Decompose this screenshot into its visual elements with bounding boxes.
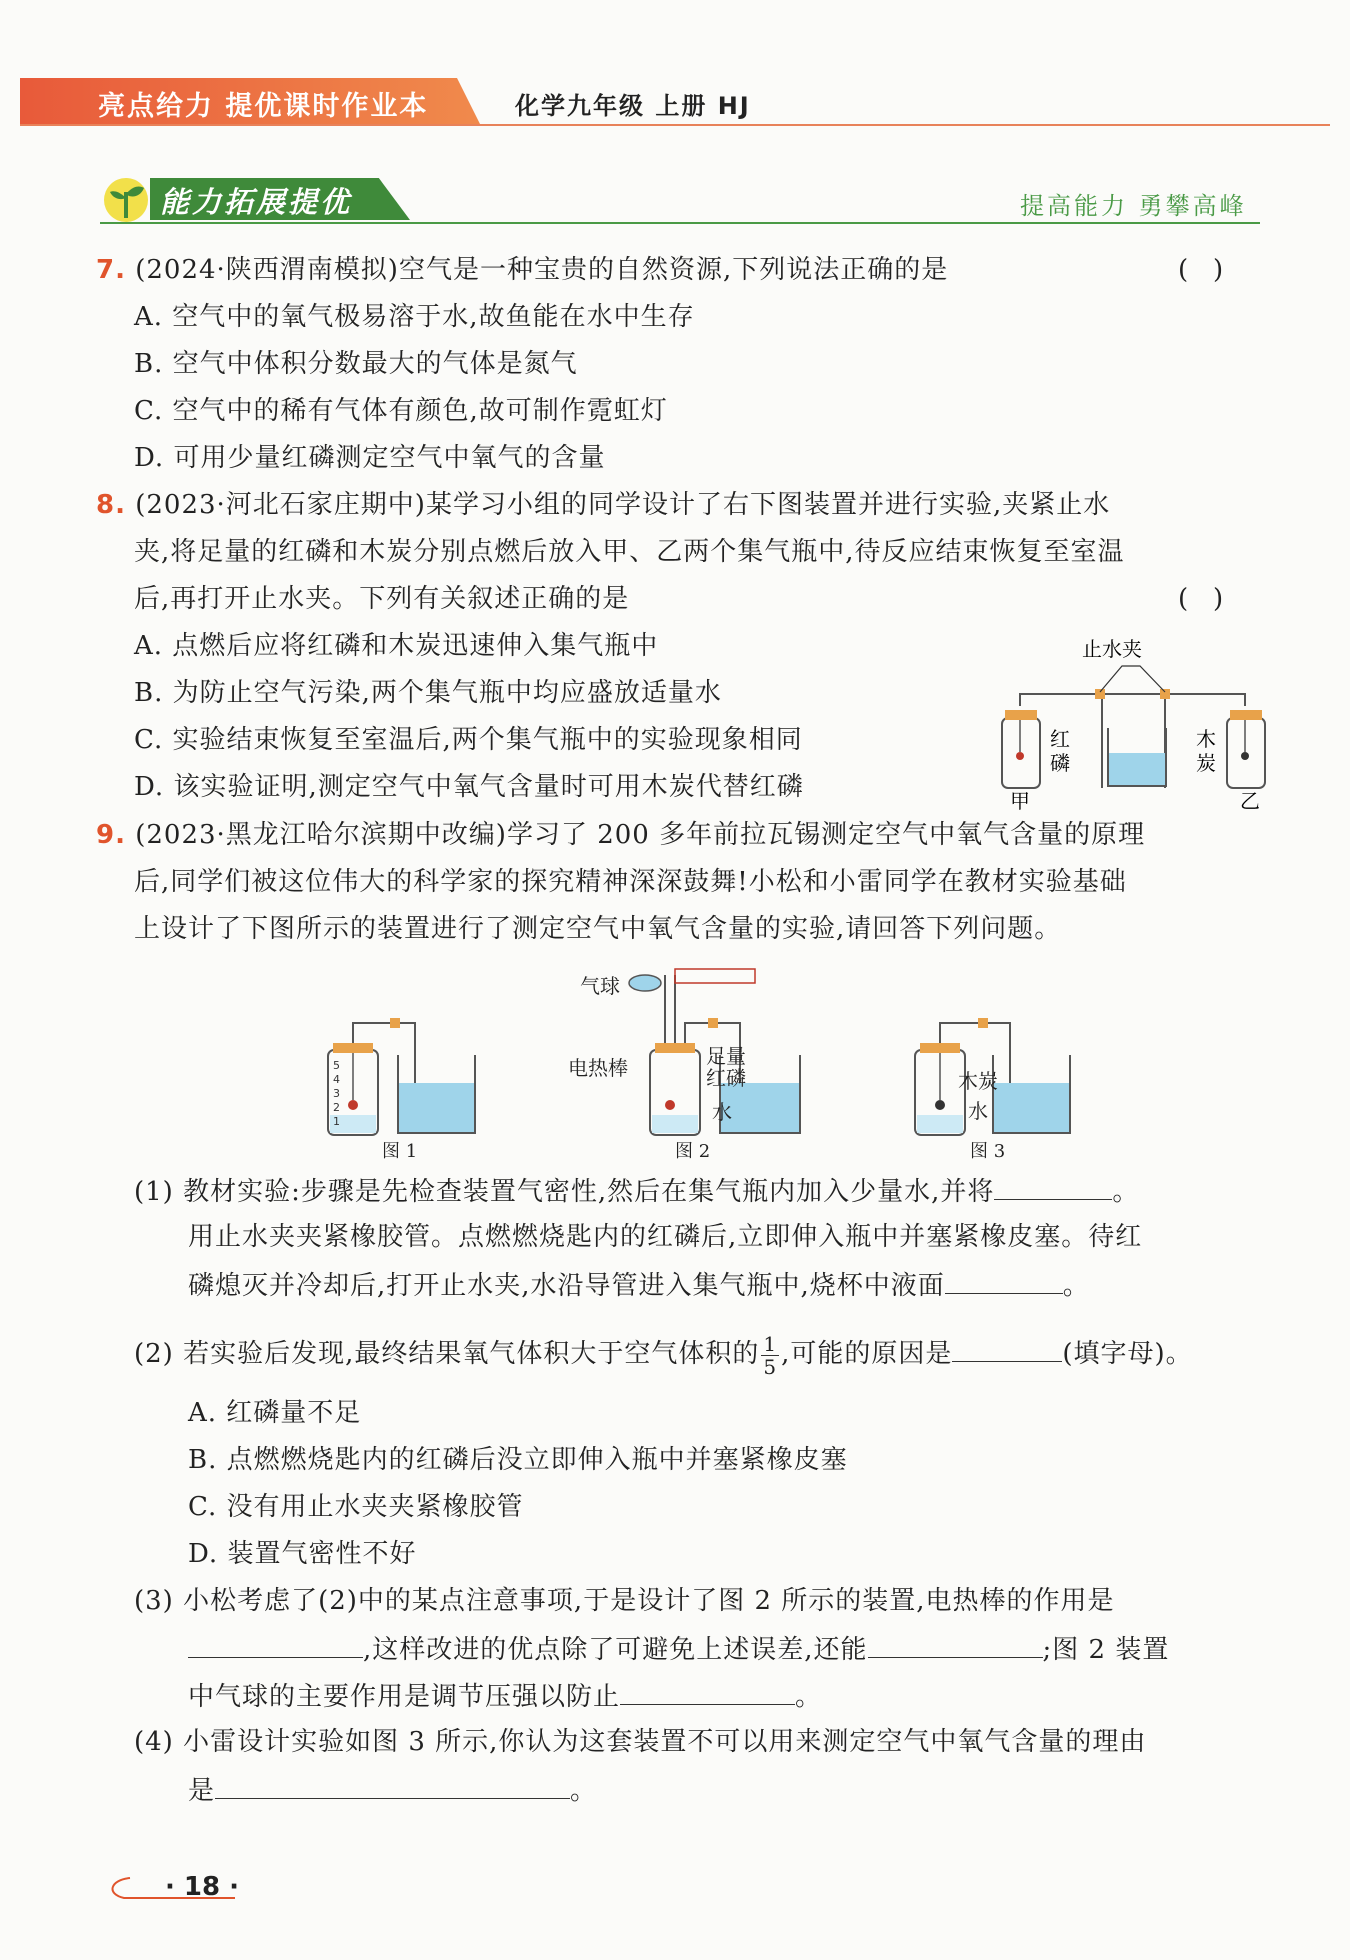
- q9-p2-pre: (2) 若实验后发现,最终结果氧气体积大于空气体积的: [134, 1339, 760, 1369]
- q9-p3-line-2: [188, 1633, 1169, 1665]
- q8-answer-paren[interactable]: ( ): [1178, 584, 1224, 614]
- section-title: 能力拓展提优: [160, 185, 353, 219]
- q8-option-a: A. 点燃后应将红磷和木炭迅速伸入集气瓶中: [134, 631, 659, 661]
- scale-1: 1: [333, 1115, 340, 1128]
- fraction-numerator: 1: [763, 1331, 778, 1356]
- q7-stem-line: [96, 255, 948, 285]
- charcoal-char1: 木: [1196, 727, 1216, 751]
- bottle-yi-label: 乙: [1240, 789, 1260, 813]
- clamp-label: 止水夹: [1082, 637, 1142, 661]
- q7-option-c: C. 空气中的稀有气体有颜色,故可制作霓虹灯: [134, 396, 668, 426]
- q9-p4-text-2: 是: [188, 1776, 216, 1806]
- q9-p3-end-3: 。: [795, 1682, 823, 1712]
- q7-option-d: D. 可用少量红磷测定空气中氧气的含量: [134, 443, 606, 473]
- q8-stem-line-3: 后,再打开止水夹。下列有关叙述正确的是: [134, 584, 630, 614]
- q7-option-a: A. 空气中的氧气极易溶于水,故鱼能在水中生存: [134, 302, 695, 332]
- q9-p1-blank-2[interactable]: [945, 1269, 1063, 1294]
- q9-p3-blank-1[interactable]: [188, 1633, 363, 1658]
- scale-4: 4: [333, 1073, 340, 1086]
- sprout-icon: [96, 170, 156, 230]
- q9-p1-blank-1[interactable]: [994, 1175, 1112, 1200]
- page-number: · 18 ·: [165, 1872, 240, 1902]
- q9-p1-line-3: [188, 1269, 1090, 1301]
- q7-answer-paren[interactable]: ( ): [1178, 255, 1224, 285]
- q8-option-d: D. 该实验证明,测定空气中氧气含量时可用木炭代替红磷: [134, 772, 804, 802]
- q9-p3-text-2b: ;图 2 装置: [1042, 1635, 1170, 1665]
- q9-figures: [310, 965, 1080, 1160]
- q9-p1-text-1: (1) 教材实验:步骤是先检查装置气密性,然后在集气瓶内加入少量水,并将: [134, 1177, 995, 1207]
- q9-p4-line-2: [188, 1774, 597, 1806]
- q9-stem-line-3: 上设计了下图所示的装置进行了测定空气中氧气含量的实验,请回答下列问题。: [134, 914, 1062, 944]
- q9-p3-text-3: 中气球的主要作用是调节压强以防止: [188, 1682, 621, 1712]
- q7-option-b: B. 空气中体积分数最大的气体是氮气: [134, 349, 578, 379]
- q9-p3-text-2a: ,这样改进的优点除了可避免上述误差,还能: [363, 1635, 868, 1665]
- q9-p1-line-1: [134, 1175, 1139, 1207]
- red-phosphorus-char2: 磷: [1050, 751, 1070, 775]
- q9-p2-option-c: C. 没有用止水夹夹紧橡胶管: [188, 1492, 524, 1522]
- charcoal-label: 木炭: [958, 1069, 998, 1093]
- q9-p2-option-a: A. 红磷量不足: [188, 1398, 362, 1428]
- q8-stem-1: (2023·河北石家庄期中)某学习小组的同学设计了右下图装置并进行实验,夹紧止水: [135, 490, 1111, 520]
- section-slogan: 提高能力 勇攀高峰: [1020, 192, 1247, 220]
- q9-p1-end-3: 。: [1062, 1271, 1090, 1301]
- q9-number: 9.: [96, 820, 126, 850]
- q9-p3-blank-2[interactable]: [868, 1633, 1043, 1658]
- scale-3: 3: [333, 1087, 340, 1100]
- q9-p2-blank[interactable]: [952, 1337, 1062, 1362]
- q7-stem: (2024·陕西渭南模拟)空气是一种宝贵的自然资源,下列说法正确的是: [135, 255, 949, 285]
- charcoal-char2: 炭: [1196, 751, 1216, 775]
- fig1-caption: 图 1: [382, 1141, 418, 1160]
- q8-stem-line-2: 夹,将足量的红磷和木炭分别点燃后放入甲、乙两个集气瓶中,待反应结束恢复至室温: [134, 537, 1125, 567]
- q9-p1-text-3: 磷熄灭并冷却后,打开止水夹,水沿导管进入集气瓶中,烧杯中液面: [188, 1271, 945, 1301]
- q9-p4-end: 。: [570, 1776, 598, 1806]
- scale-5: 5: [333, 1059, 340, 1072]
- scale-2: 2: [333, 1101, 340, 1114]
- q9-stem-line-2: 后,同学们被这位伟大的科学家的探究精神深深鼓舞!小松和小雷同学在教材实验基础: [134, 867, 1127, 897]
- q8-number: 8.: [96, 490, 126, 520]
- q9-p2-option-b: B. 点燃燃烧匙内的红磷后没立即伸入瓶中并塞紧橡皮塞: [188, 1445, 848, 1475]
- book-subject: 化学九年级 上册 HJ: [515, 92, 751, 120]
- fraction-denominator: 5: [763, 1354, 778, 1379]
- q9-p2-mid: ,可能的原因是: [781, 1339, 953, 1369]
- red-p-label-2: 红磷: [706, 1066, 746, 1090]
- fraction-one-fifth: [761, 1333, 779, 1378]
- red-phosphorus-char1: 红: [1050, 727, 1070, 751]
- q7-number: 7.: [96, 255, 126, 285]
- heater-label: 电热棒: [568, 1056, 628, 1080]
- balloon-label: 气球: [580, 974, 620, 998]
- bottle-jia-label: 甲: [1010, 789, 1030, 813]
- book-brand: 亮点给力 提优课时作业本: [98, 91, 429, 122]
- q8-apparatus-figure: [990, 628, 1280, 813]
- q9-p4-line-1: (4) 小雷设计实验如图 3 所示,你认为这套装置不可以用来测定空气中氧气含量的理由: [134, 1727, 1147, 1757]
- q9-p1-end-1: 。: [1112, 1177, 1140, 1207]
- q9-p4-blank[interactable]: [215, 1774, 570, 1799]
- fig2-caption: 图 2: [675, 1141, 711, 1160]
- q9-stem-1: (2023·黑龙江哈尔滨期中改编)学习了 200 多年前拉瓦锡测定空气中氧气含量的原理: [135, 820, 1146, 850]
- q9-p2-line: [134, 1330, 1193, 1378]
- q9-p3-line-3: [188, 1680, 822, 1712]
- q9-p1-line-2: 用止水夹夹紧橡胶管。点燃燃烧匙内的红磷后,立即伸入瓶中并塞紧橡皮塞。待红: [188, 1222, 1143, 1252]
- q9-p3-blank-3[interactable]: [620, 1680, 795, 1705]
- q8-option-c: C. 实验结束恢复至室温后,两个集气瓶中的实验现象相同: [134, 725, 803, 755]
- fig3-water-label: 水: [968, 1099, 988, 1123]
- q9-p3-line-1: (3) 小松考虑了(2)中的某点注意事项,于是设计了图 2 所示的装置,电热棒的作用是: [134, 1586, 1115, 1616]
- section-divider: [100, 222, 1260, 224]
- q9-p2-post: (填字母)。: [1062, 1339, 1193, 1369]
- q9-stem-line-1: [96, 820, 1145, 850]
- fig2-water-label: 水: [712, 1100, 732, 1124]
- header-divider: [20, 124, 1330, 126]
- q8-option-b: B. 为防止空气污染,两个集气瓶中均应盛放适量水: [134, 678, 722, 708]
- red-p-label-1: 足量: [706, 1044, 746, 1068]
- fig3-caption: 图 3: [970, 1141, 1006, 1160]
- q9-p2-option-d: D. 装置气密性不好: [188, 1539, 417, 1569]
- q8-stem-line-1: [96, 490, 1110, 520]
